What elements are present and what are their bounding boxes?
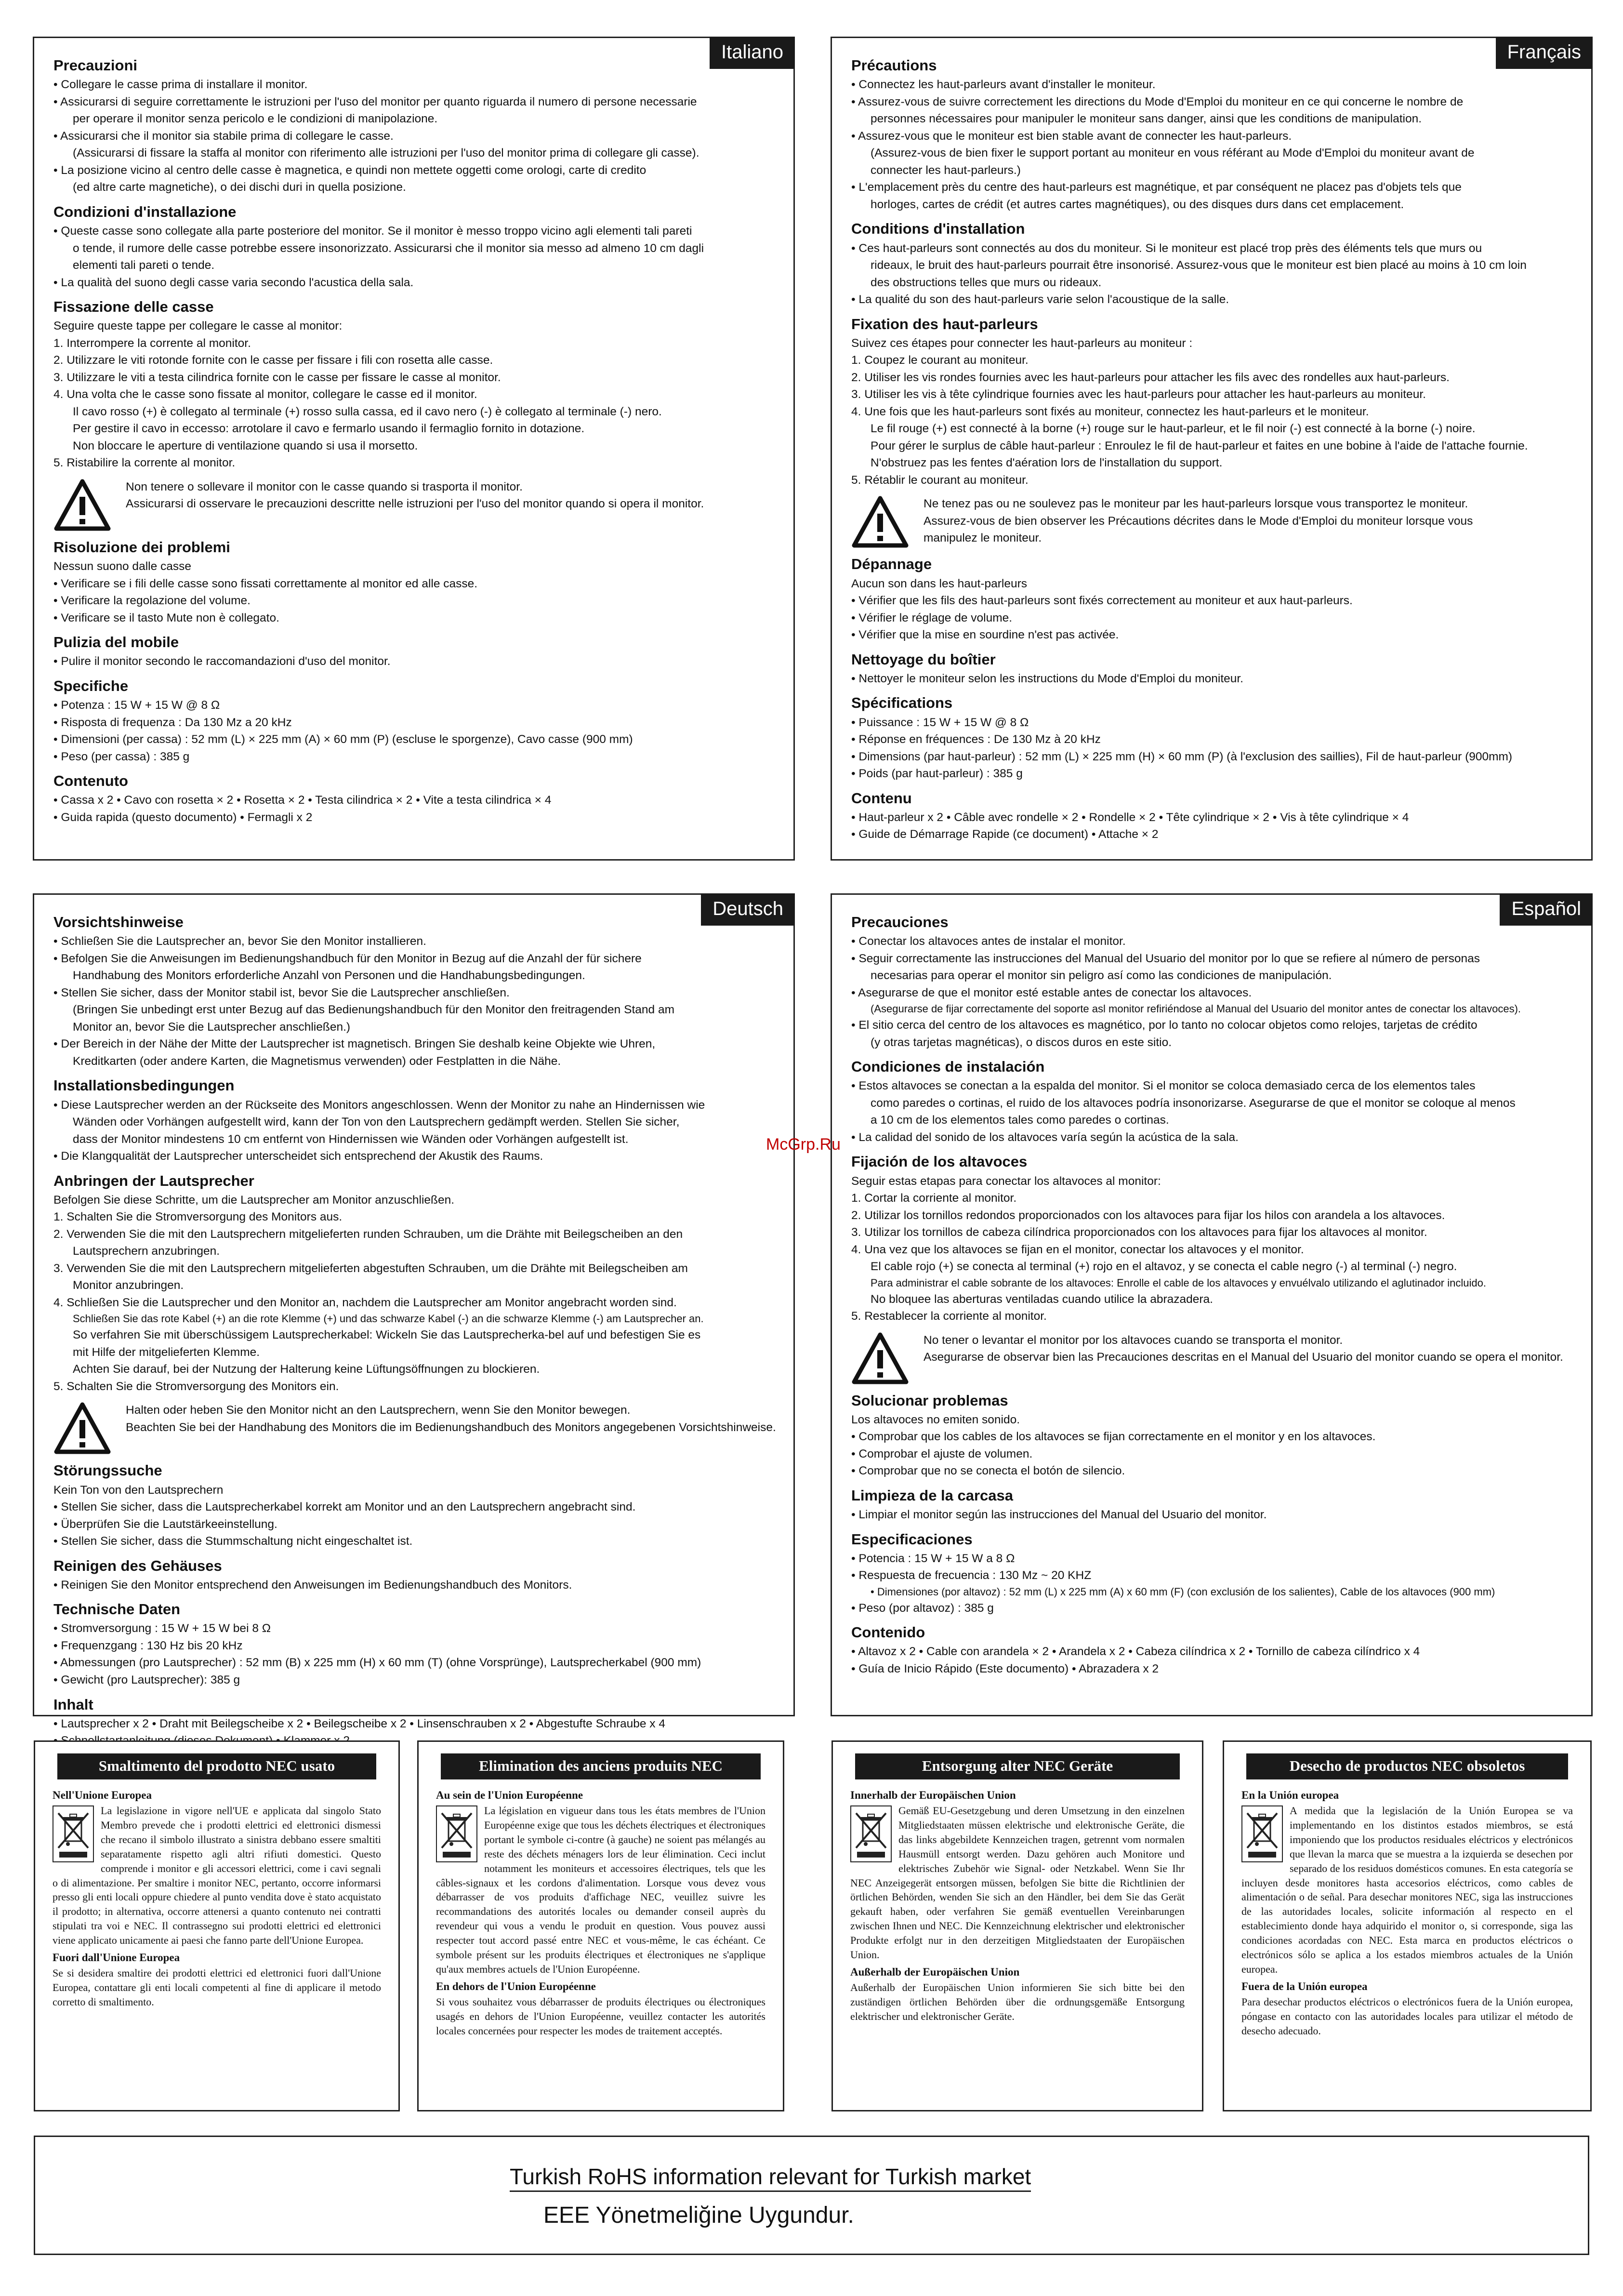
disposal-text-noneu: Außerhalb der Europäischen Union informieren Sie sich bitte bei den zuständigen örtlichen Behörden über die ordnungsgemäße Entsorgung elektrischer und elektronischer Geräte. [850, 1981, 1185, 2022]
text-line: 2. Verwenden Sie die mit den Lautsprechern mitgelieferten runden Schrauben, um die Drähte mit Beilegscheiben an den [53, 1227, 683, 1241]
text-line: 5. Rétablir le courant au moniteur. [851, 473, 1029, 487]
warning-text [924, 1332, 1577, 1366]
text-line: • Überprüfen Sie die Lautstärkeeinstellung. [53, 1517, 277, 1531]
text-line: • Vérifier que la mise en sourdine n'est pas activée. [851, 628, 1119, 642]
crossed-bin-icon [53, 1805, 94, 1862]
text-line: • Collegare le casse prima di installare il monitor. [53, 78, 308, 92]
text-line: dass der Monitor mindestens 10 cm entfernt von Hindernissen wie Wänden oder Vorhängen aufgestellt ist. [73, 1132, 629, 1146]
disposal-text-noneu: Para desechar productos eléctricos o electrónicos fuera de la Unión europea, póngase en contacto con las autoridades locales para utilizar el método de desecho adecuado. [1241, 1995, 1573, 2037]
text-line: (ed altre carte magnetiche), o dei dischi duri in quella posizione. [73, 181, 406, 194]
text-line: 2. Utilizzare le viti rotonde fornite con le casse per fissare i fili con rosetta alle casse. [53, 354, 493, 367]
text-line: 5. Ristabilire la corrente al monitor. [53, 456, 236, 470]
warning-text [126, 478, 779, 513]
text-line: 1. Schalten Sie die Stromversorgung des Monitors aus. [53, 1210, 343, 1224]
text-line: (Assicurarsi di fissare la staffa al monitor con riferimento alle istruzioni per l'uso del monitor prima di collegare gli casse). [73, 146, 699, 160]
text-line: • Dimensiones (por altavoz) : 52 mm (L) x 225 mm (A) x 60 mm (F) (con exclusión de los salientes), Cable de los altavoces (900 mm) [871, 1585, 1495, 1598]
disposal-box-es [1223, 1740, 1592, 2111]
disposal-text-eu-body: La législation en vigueur dans tous les états membres de l'Union Européenne exige que tous les déchets électriques et électroniques portant le symbole ci-contre (à gauche) ne soient pas mélangés au reste des déchets ménagers lors de leur élimination. Ceci inclut notamment les moniteurs et accessoires électriques, tels que les câbles-signaux et les cordons d'alimentation. Lorsque vous devez vous débarrasser de vos produits d'affichage NEC, veuillez suivre les recommandations des autorités locales ou demander conseil auprès du revendeur qui vous a vendu le produit en question. Vous pouvez aussi respecter tout accord passé entre NEC et vous-même, le cas échéant. Ce symbole présent sur les produits électriques et électroniques ne s'applique qu'aux membres actuels de l'Union Européenne. [436, 1805, 765, 1975]
warning-line: No tener o levantar el monitor por los altavoces cuando se transporta el monitor. [924, 1333, 1343, 1347]
disposal-text-eu [850, 1804, 1185, 1962]
text-line: • Respuesta de frecuencia : 130 Mz ~ 20 KHZ [851, 1569, 1092, 1582]
disposal-box-it [34, 1740, 400, 2111]
text-line: Suivez ces étapes pour connecter les haut-parleurs au moniteur : [851, 336, 1193, 350]
warning-line: Assurez-vous de bien observer les Précautions décrites dans le Mode d'Emploi du moniteur lorsque vous [924, 514, 1473, 528]
section-title: Anbringen der Lautsprecher [53, 1172, 254, 1189]
section-title: Condizioni d'installazione [53, 203, 237, 220]
text-line: Seguire queste tappe per collegare le casse al monitor: [53, 319, 343, 333]
disposal-subtitle-eu: En la Unión europea [1241, 1789, 1339, 1801]
text-line: elementi tali pareti o tende. [73, 259, 215, 272]
text-line: • La calidad del sonido de los altavoces varía según la acústica de la sala. [851, 1130, 1239, 1144]
disposal-subtitle-noneu: Fuori dall'Unione Europea [53, 1951, 180, 1964]
warning-triangle-icon [53, 1402, 111, 1455]
text-line: Non bloccare le aperture di ventilazione quando si usa il morsetto. [73, 439, 418, 452]
panel-content [53, 913, 779, 1750]
text-line: • Befolgen Sie die Anweisungen im Bedienungshandbuch für den Monitor in Bezug auf die Anzahl der für sichere [53, 952, 642, 965]
warning-line: manipulez le moniteur. [924, 531, 1042, 545]
text-line: 4. Una volta che le casse sono fissate al monitor, collegare le casse ed il monitor. [53, 388, 477, 401]
text-line: • Die Klangqualität der Lautsprecher unterscheidet sich entsprechend der Akustik des Raums. [53, 1150, 543, 1163]
section-title: Precauzioni [53, 57, 137, 74]
text-line: o tende, il rumore delle casse potrebbe essere insonorizzato. Assicurarsi che il monitor sia messo ad almeno 10 cm dagli [73, 241, 704, 255]
text-line: Kreditkarten (oder andere Karten, die Magnetismus verwenden) oder Festplatten in die Nähe. [73, 1054, 561, 1068]
section-title: Inhalt [53, 1696, 93, 1713]
warning-line: Beachten Sie bei der Handhabung des Monitors die im Bedienungshandbuch des Monitors angegebenen Vorsichtshinweise. [126, 1420, 776, 1434]
text-line: Befolgen Sie diese Schritte, um die Lautsprecher am Monitor anzuschließen. [53, 1193, 455, 1207]
section-title: Spécifications [851, 694, 953, 712]
text-line: (Bringen Sie unbedingt erst unter Bezug auf das Bedienungshandbuch für den Monitor den freitragenden Stand am [73, 1003, 674, 1017]
text-line: • Lautsprecher x 2 • Draht mit Beilegscheibe x 2 • Beilegscheibe x 2 • Linsenschrauben x 2 • Abgestufte Schraube x 4 [53, 1717, 665, 1730]
text-line: Wänden oder Vorhängen aufgestellt wird, kann der Ton von den Lautsprechern gedämpft werden. Stellen Sie sicher, [73, 1115, 680, 1129]
disposal-text-noneu: Si vous souhaitez vous débarrasser de produits électriques ou électroniques usagés en dehors de l'Union Européenne, veuillez contacter les autorités locales concernées pour respecter les modes de traitement acceptés. [436, 1995, 765, 2037]
panel-italiano [33, 37, 795, 861]
text-line: Handhabung des Monitors erforderliche Anzahl von Personen und die Handhabungsbedingungen. [73, 969, 585, 982]
text-line: • Queste casse sono collegate alla parte posteriore del monitor. Se il monitor è messo troppo vicino agli elementi tali pareti [53, 224, 692, 238]
text-line: N'obstruez pas les fentes d'aération lors de l'installation du support. [871, 456, 1223, 470]
text-line: So verfahren Sie mit überschüssigem Lautsprecherkabel: Wickeln Sie das Lautsprecherka-bel auf und befestigen Sie es [73, 1328, 701, 1342]
text-line: • La posizione vicino al centro delle casse è magnetica, e quindi non mettete oggetti come orologi, carte di credito [53, 163, 647, 177]
text-line: (y otras tarjetas magnéticas), o discos duros en este sitio. [871, 1035, 1172, 1049]
text-line: 3. Utilizar los tornillos de cabeza cilíndrica proporcionados con los altavoces para fijar los altavoces al monitor. [851, 1226, 1427, 1239]
text-line: 5. Schalten Sie die Stromversorgung des Monitors ein. [53, 1380, 339, 1393]
text-line: Il cavo rosso (+) è collegato al terminale (+) rosso sulla cassa, ed il cavo nero (-) è collegato al terminale (-) nero. [73, 405, 662, 418]
warning-note [53, 1402, 779, 1455]
warning-text [126, 1402, 779, 1436]
disposal-subtitle-eu: Nell'Unione Europea [53, 1789, 152, 1801]
text-line: (Assurez-vous de bien fixer le support portant au moniteur en vous référant au Mode d'Emploi du moniteur avant de [871, 146, 1475, 160]
warning-note [851, 1332, 1577, 1385]
text-line: • Guía de Inicio Rápido (Este documento) • Abrazadera x 2 [851, 1662, 1159, 1675]
text-line: Nessun suono dalle casse [53, 560, 192, 573]
section-title: Störungssuche [53, 1462, 162, 1479]
text-line: connecter les haut-parleurs.) [871, 163, 1021, 177]
rohs-box [34, 2136, 1589, 2255]
disposal-box-de [831, 1740, 1203, 2111]
text-line: • Altavoz x 2 • Cable con arandela × 2 • Arandela x 2 • Cabeza cilíndrica x 2 • Tornillo de cabeza cilíndrico x 4 [851, 1645, 1420, 1659]
panel-deutsch [33, 893, 795, 1730]
text-line: 2. Utilizar los tornillos redondos proporcionados con los altavoces para fijar los hilos con arandela a los altavoces. [851, 1208, 1445, 1222]
text-line: • Verificare la regolazione del volume. [53, 594, 251, 608]
text-line: • Réponse en fréquences : De 130 Mz à 20 kHz [851, 733, 1101, 746]
section-title: Vorsichtshinweise [53, 914, 184, 930]
text-line: • Der Bereich in der Nähe der Mitte der Lautsprecher ist magnetisch. Bringen Sie deshalb keine Objekte wie Uhren, [53, 1037, 656, 1051]
text-line: Kein Ton von den Lautsprechern [53, 1483, 224, 1497]
disposal-title: Entsorgung alter NEC Geräte [855, 1753, 1180, 1779]
text-line: rideaux, le bruit des haut-parleurs pourrait être insonorisé. Assurez-vous que le moniteur est bien placé au moins à 10 cm loin [871, 259, 1527, 272]
warning-note [851, 495, 1577, 548]
warning-triangle-icon [53, 478, 111, 531]
text-line: • Seguir correctamente las instrucciones del Manual del Usuario del monitor por lo que se refiere al número de personas [851, 952, 1480, 965]
text-line: horloges, cartes de crédit (et autres cartes magnétiques), ou des disques durs dans cet emplacement. [871, 198, 1404, 211]
panel-content [53, 56, 779, 826]
rohs-heading: Turkish RoHS information relevant for Turkish market [510, 2163, 1031, 2192]
section-title: Pulizia del mobile [53, 634, 179, 651]
disposal-text-eu-body: La legislazione in vigore nell'UE e applicata dal singolo Stato Membro prevede che i prodotti elettrici ed elettronici dismessi che recano il simbolo illustrato a sinistra debbano essere smaltiti separatamente rispetto agli altri rifiuti domestici. Questo comprende i monitor e gli accessori elettrici, come i cavi segnali o di alimentazione. Per smaltire i monitor NEC, pertanto, occorre informarsi presso gli enti locali oppure chiedere al punto vendita dove è stato acquistato il prodotto; in alternativa, occorre attenersi a quanto contenuto nei contratti stipulati tra voi e NEC. Il contrassegno sui prodotti elettrici ed elettronici viene applicato unicamente ai paesi che fanno parte dell'Unione Europea. [53, 1805, 381, 1947]
text-line: necesarias para operar el monitor sin peligro así como las condiciones de manipulación. [871, 969, 1332, 982]
section-title: Fissazione delle casse [53, 298, 214, 316]
text-line: • Stromversorgung : 15 W + 15 W bei 8 Ω [53, 1622, 271, 1635]
text-line: Pour gérer le surplus de câble haut-parleur : Enroulez le fil de haut-parleur et faites en une bobine à l'aide de l'attache fournie. [871, 439, 1528, 452]
panel-content [851, 56, 1577, 843]
section-title: Fixation des haut-parleurs [851, 315, 1038, 332]
disposal-text-eu-body: A medida que la legislación de la Unión Europea se va implementando en los distintos estados miembros, se está imponiendo que los productos residuales eléctricos y electrónicos que llevan la marca que se muestra a la izquierda se desechen por separado de los residuos domésticos comunes. En esta categoría se incluyen desde monitores hasta accesorios eléctricos, como cables de alimentación o de señal. Para desechar monitores NEC, siga las instrucciones de las autoridades locales, solicite información al respecto en el establecimiento donde haya adquirido el monitor o, si corresponde, siga las condiciones acordadas con NEC. Esta marca en productos eléctricos o electrónicos sólo se aplica a los estados miembros actuales de la Unión europea. [1241, 1805, 1573, 1975]
text-line: Lautsprechern anzubringen. [73, 1245, 220, 1258]
section-title: Risoluzione dei problemi [53, 538, 230, 556]
text-line: • Stellen Sie sicher, dass der Monitor stabil ist, bevor Sie die Lautsprecher anschließen. [53, 986, 510, 999]
disposal-title: Smaltimento del prodotto NEC usato [57, 1753, 376, 1779]
text-line: • Nettoyer le moniteur selon les instructions du Mode d'Emploi du moniteur. [851, 672, 1243, 685]
section-title: Nettoyage du boîtier [851, 650, 996, 668]
text-line: • Gewicht (pro Lautsprecher): 385 g [53, 1673, 240, 1686]
language-tag: Deutsch [701, 893, 795, 926]
text-line: • Peso (per cassa) : 385 g [53, 750, 190, 763]
disposal-subtitle-noneu: Außerhalb der Europäischen Union [850, 1965, 1020, 1978]
section-title: Condiciones de instalación [851, 1058, 1045, 1075]
warning-line: Ne tenez pas ou ne soulevez pas le moniteur par les haut-parleurs lorsque vous transportez le moniteur. [924, 497, 1468, 511]
text-line: 2. Utiliser les vis rondes fournies avec les haut-parleurs pour attacher les fils avec des rondelles aux haut-parleurs. [851, 371, 1450, 384]
panel-francais [831, 37, 1593, 861]
disposal-text-eu-body: Gemäß EU-Gesetzgebung und deren Umsetzung in den einzelnen Mitgliedstaaten müssen elektrische und elektronische Geräte, die das links abgebildete Kennzeichen tragen, getrennt vom normalen Hausmüll entsorgt werden. Dazu gehören auch Monitore und elektrisches Zubehör wie Signal- oder Netzkabel. Wenn Sie Ihr NEC Anzeigegerät entsorgen müssen, befolgen Sie bitte die Richtlinien der örtlichen Behörden, wenden Sie sich an den Händler, bei dem Sie das Gerät gekauft haben, oder verfahren Sie gemäß eventuellen Vereinbarungen zwischen Ihnen und NEC. Die Kennzeichnung elektrischer und elektronischer Produkte erfolgt nur in den derzeitigen Mitgliedstaaten der Europäischen Union. [850, 1805, 1185, 1961]
section-title: Specifiche [53, 677, 129, 694]
text-line: • Guida rapida (questo documento) • Fermagli x 2 [53, 810, 313, 824]
panel-content [851, 913, 1577, 1677]
text-line: • El sitio cerca del centro de los altavoces es magnético, por lo tanto no colocar objetos como relojes, tarjetas de crédito [851, 1019, 1478, 1032]
text-line: Schließen Sie das rote Kabel (+) an die rote Klemme (+) und das schwarze Kabel (-) an die schwarze Klemme (-) am Lautsprecher an. [73, 1313, 704, 1325]
text-line: • Vérifier que les fils des haut-parleurs sont fixés correctement au moniteur et aux haut-parleurs. [851, 594, 1353, 608]
text-line: Achten Sie darauf, bei der Nutzung der Halterung keine Lüftungsöffnungen zu blockieren. [73, 1363, 540, 1376]
warning-line: Non tenere o sollevare il monitor con le casse quando si trasporta il monitor. [126, 480, 523, 493]
text-line: • Assicurarsi che il monitor sia stabile prima di collegare le casse. [53, 129, 394, 143]
crossed-bin-icon [1241, 1805, 1283, 1862]
text-line: • Assurez-vous de suivre correctement les directions du Mode d'Emploi du moniteur en ce qui concerne le nombre de [851, 95, 1464, 108]
text-line: Para administrar el cable sobrante de los altavoces: Enrolle el cable de los altavoces y envuélvalo utilizando el aglutinador incluido. [871, 1276, 1486, 1289]
disposal-title: Desecho de productos NEC obsoletos [1246, 1753, 1568, 1779]
disposal-text-eu [1241, 1804, 1573, 1977]
disposal-text-noneu: Se si desidera smaltire dei prodotti elettrici ed elettronici fuori dall'Unione Europea, contattare gli enti locali competenti al fine di applicare il metodo corretto di smaltimento. [53, 1967, 381, 2008]
warning-triangle-icon [851, 495, 909, 548]
section-title: Contenuto [53, 772, 128, 790]
text-line: • Frequenzgang : 130 Hz bis 20 kHz [53, 1639, 243, 1652]
text-line: • Dimensions (par haut-parleur) : 52 mm (L) × 225 mm (H) × 60 mm (P) (à l'exclusion des saillies), Fil de haut-parleur (900mm) [851, 750, 1513, 763]
text-line: des obstructions telles que murs ou rideaux. [871, 276, 1102, 289]
warning-text [924, 495, 1577, 547]
text-line: • Estos altavoces se conectan a la espalda del monitor. Si el monitor se coloca demasiado cerca de los elementos tales [851, 1079, 1476, 1093]
text-line: como paredes o cortinas, el ruido de los altavoces podría insonorizarse. Asegurarse de que el monitor se coloque al menos [871, 1096, 1516, 1110]
section-title: Fijación de los altavoces [851, 1153, 1028, 1170]
text-line: mit Hilfe der mitgelieferten Klemme. [73, 1345, 260, 1359]
text-line: • Cassa x 2 • Cavo con rosetta × 2 • Rosetta × 2 • Testa cilindrica × 2 • Vite a testa cilindrica × 4 [53, 794, 552, 807]
section-title: Solucionar problemas [851, 1392, 1008, 1409]
text-line: personnes nécessaires pour manipuler le moniteur sans danger, ainsi que les conditions de manipulation. [871, 112, 1422, 126]
disposal-title: Elimination des anciens produits NEC [441, 1753, 761, 1779]
section-title: Précautions [851, 57, 937, 74]
watermark: McGrp.Ru [766, 1135, 841, 1154]
text-line: • La qualità del suono degli casse varia secondo l'acustica della sala. [53, 276, 414, 289]
text-line: • Risposta di frequenza : Da 130 Mz a 20 kHz [53, 716, 292, 729]
disposal-subtitle-noneu: En dehors de l'Union Européenne [436, 1980, 596, 1992]
text-line: 3. Verwenden Sie die mit den Lautsprechern mitgelieferten abgestuften Schrauben, um die Drähte mit Beilegscheiben am [53, 1261, 688, 1275]
text-line: • Comprobar que no se conecta el botón de silencio. [851, 1464, 1125, 1478]
disposal-subtitle-noneu: Fuera de la Unión europea [1241, 1980, 1368, 1992]
text-line: per operare il monitor senza pericolo e le condizioni di manipolazione. [73, 112, 438, 126]
section-title: Conditions d'installation [851, 220, 1025, 238]
text-line: • Poids (par haut-parleur) : 385 g [851, 767, 1023, 781]
text-line: • Assicurarsi di seguire correttamente le istruzioni per l'uso del monitor per quanto riguarda il numero di persone necessarie [53, 95, 697, 108]
text-line: • Potencia : 15 W + 15 W a 8 Ω [851, 1552, 1015, 1565]
text-line: 1. Cortar la corriente al monitor. [851, 1192, 1017, 1205]
disposal-subtitle-eu: Innerhalb der Europäischen Union [850, 1789, 1016, 1801]
text-line: 3. Utilizzare le viti a testa cilindrica fornite con le casse per fissare le casse al monitor. [53, 371, 501, 384]
disposal-text-eu [53, 1804, 381, 1948]
section-title: Precauciones [851, 914, 949, 930]
language-tag: Italiano [710, 37, 795, 69]
text-line: • Verificare se i fili delle casse sono fissati correttamente al monitor ed alle casse. [53, 577, 478, 590]
text-line: 1. Interrompere la corrente al monitor. [53, 336, 251, 350]
text-line: • Reinigen Sie den Monitor entsprechend den Anweisungen im Bedienungshandbuch des Monitors. [53, 1578, 572, 1592]
text-line: Aucun son dans les haut-parleurs [851, 577, 1027, 590]
text-line: Per gestire il cavo in eccesso: arrotolare il cavo e fermarlo usando il fermaglio fornito in dotazione. [73, 422, 585, 436]
section-title: Contenido [851, 1624, 925, 1641]
text-line: 4. Une fois que les haut-parleurs sont fixés au moniteur, connectez les haut-parleurs et le moniteur. [851, 405, 1369, 418]
section-title: Technische Daten [53, 1601, 181, 1618]
text-line: • Puissance : 15 W + 15 W @ 8 Ω [851, 716, 1029, 729]
disposal-text-eu [436, 1804, 765, 1977]
text-line: • Dimensioni (per cassa) : 52 mm (L) × 225 mm (A) × 60 mm (P) (escluse le sporgenze), Cavo casse (900 mm) [53, 733, 633, 746]
text-line: • Vérifier le réglage de volume. [851, 611, 1013, 624]
text-line: 5. Restablecer la corriente al monitor. [851, 1310, 1047, 1323]
text-line: (Asegurarse de fijar correctamente del soporte asl monitor refiriéndose al Manual del Usuario del monitor antes de conectar los altavoces). [871, 1003, 1521, 1015]
text-line: • Abmessungen (pro Lautsprecher) : 52 mm (B) x 225 mm (H) x 60 mm (T) (ohne Vorsprünge), Lautsprecherkabel (900 mm) [53, 1656, 701, 1670]
text-line: El cable rojo (+) se conecta al terminal (+) rojo en el altavoz, y se conecta el cable negro (-) al terminal (-) negro. [871, 1260, 1457, 1274]
text-line: • Stellen Sie sicher, dass die Lautsprecherkabel korrekt am Monitor und an den Lautsprechern angebracht sind. [53, 1500, 636, 1514]
text-line: • Pulire il monitor secondo le raccomandazioni d'uso del monitor. [53, 655, 391, 668]
warning-note [53, 478, 779, 531]
panel-espanol [831, 893, 1593, 1716]
text-line: • Potenza : 15 W + 15 W @ 8 Ω [53, 699, 220, 712]
rohs-statement: EEE Yönetmeliğine Uygundur. [543, 2203, 854, 2228]
text-line: 1. Coupez le courant au moniteur. [851, 354, 1029, 367]
text-line: • Conectar los altavoces antes de instalar el monitor. [851, 935, 1126, 948]
text-line: a 10 cm de los elementos tales como paredes o cortinas. [871, 1114, 1169, 1127]
crossed-bin-icon [436, 1805, 477, 1862]
text-line: 4. Una vez que los altavoces se fijan en el monitor, conectar los altavoces y el monitor. [851, 1243, 1304, 1256]
warning-line: Asegurarse de observar bien las Precauciones descritas en el Manual del Usuario del monitor cuando se opera el monitor. [924, 1351, 1563, 1364]
text-line: No bloquee las aberturas ventiladas cuando utilice la abrazadera. [871, 1292, 1213, 1306]
text-line: Seguir estas etapas para conectar los altavoces al monitor: [851, 1174, 1161, 1188]
warning-line: Assicurarsi di osservare le precauzioni descritte nelle istruzioni per l'uso del monitor quando si opera il monitor. [126, 497, 704, 511]
text-line: Le fil rouge (+) est connecté à la borne (+) rouge sur le haut-parleur, et le fil noir (-) est connecté à la borne (-) noire. [871, 422, 1476, 436]
text-line: Monitor an, bevor Sie die Lautsprecher anschließen.) [73, 1020, 351, 1034]
text-line: • Asegurarse de que el monitor esté estable antes de conectar los altavoces. [851, 986, 1252, 999]
text-line: • Guide de Démarrage Rapide (ce document) • Attache × 2 [851, 828, 1159, 841]
text-line: • Connectez les haut-parleurs avant d'installer le moniteur. [851, 78, 1156, 92]
section-title: Installationsbedingungen [53, 1077, 235, 1094]
text-line: • Comprobar que los cables de los altavoces se fijan correctamente en el monitor y en los altavoces. [851, 1430, 1376, 1444]
disposal-box-fr [417, 1740, 784, 2111]
text-line: • Verificare se il tasto Mute non è collegato. [53, 611, 279, 624]
text-line: 3. Utiliser les vis à tête cylindrique fournies avec les haut-parleurs pour attacher les haut-parleurs au moniteur. [851, 388, 1426, 401]
section-title: Limpieza de la carcasa [851, 1486, 1014, 1504]
warning-line: Halten oder heben Sie den Monitor nicht an den Lautsprechern, wenn Sie den Monitor bewegen. [126, 1404, 631, 1417]
text-line: • La qualité du son des haut-parleurs varie selon l'acoustique de la salle. [851, 293, 1229, 306]
section-title: Especificaciones [851, 1530, 973, 1548]
section-title: Dépannage [851, 556, 932, 573]
language-tag: Français [1496, 37, 1593, 69]
section-title: Contenu [851, 789, 912, 807]
warning-triangle-icon [851, 1332, 909, 1385]
text-line: • Haut-parleur x 2 • Câble avec rondelle × 2 • Rondelle × 2 • Tête cylindrique × 2 • Vis à tête cylindrique × 4 [851, 810, 1409, 824]
language-tag: Español [1500, 893, 1593, 926]
text-line: • Assurez-vous que le moniteur est bien stable avant de connecter les haut-parleurs. [851, 129, 1292, 143]
text-line: • Limpiar el monitor según las instrucciones del Manual del Usuario del monitor. [851, 1508, 1267, 1522]
text-line: • Ces haut-parleurs sont connectés au dos du moniteur. Si le moniteur est placé trop près des éléments tels que murs ou [851, 241, 1482, 255]
disposal-subtitle-eu: Au sein de l'Union Européenne [436, 1789, 583, 1801]
text-line: • Peso (por altavoz) : 385 g [851, 1601, 994, 1615]
text-line: • Comprobar el ajuste de volumen. [851, 1447, 1033, 1460]
text-line: • L'emplacement près du centre des haut-parleurs est magnétique, et par conséquent ne placez pas d'objets tels que [851, 181, 1462, 194]
text-line: Los altavoces no emiten sonido. [851, 1413, 1020, 1426]
text-line: • Diese Lautsprecher werden an der Rückseite des Monitors angeschlossen. Wenn der Monitor zu nahe an Hindernissen wie [53, 1098, 705, 1112]
section-title: Reinigen des Gehäuses [53, 1557, 222, 1574]
text-line: Monitor anzubringen. [73, 1279, 184, 1292]
text-line: 4. Schließen Sie die Lautsprecher und den Monitor an, nachdem die Lautsprecher am Monitor angebracht worden sind. [53, 1296, 677, 1309]
text-line: • Stellen Sie sicher, dass die Stummschaltung nicht eingeschaltet ist. [53, 1535, 413, 1548]
crossed-bin-icon [850, 1805, 892, 1862]
text-line: • Schließen Sie die Lautsprecher an, bevor Sie den Monitor installieren. [53, 935, 426, 948]
